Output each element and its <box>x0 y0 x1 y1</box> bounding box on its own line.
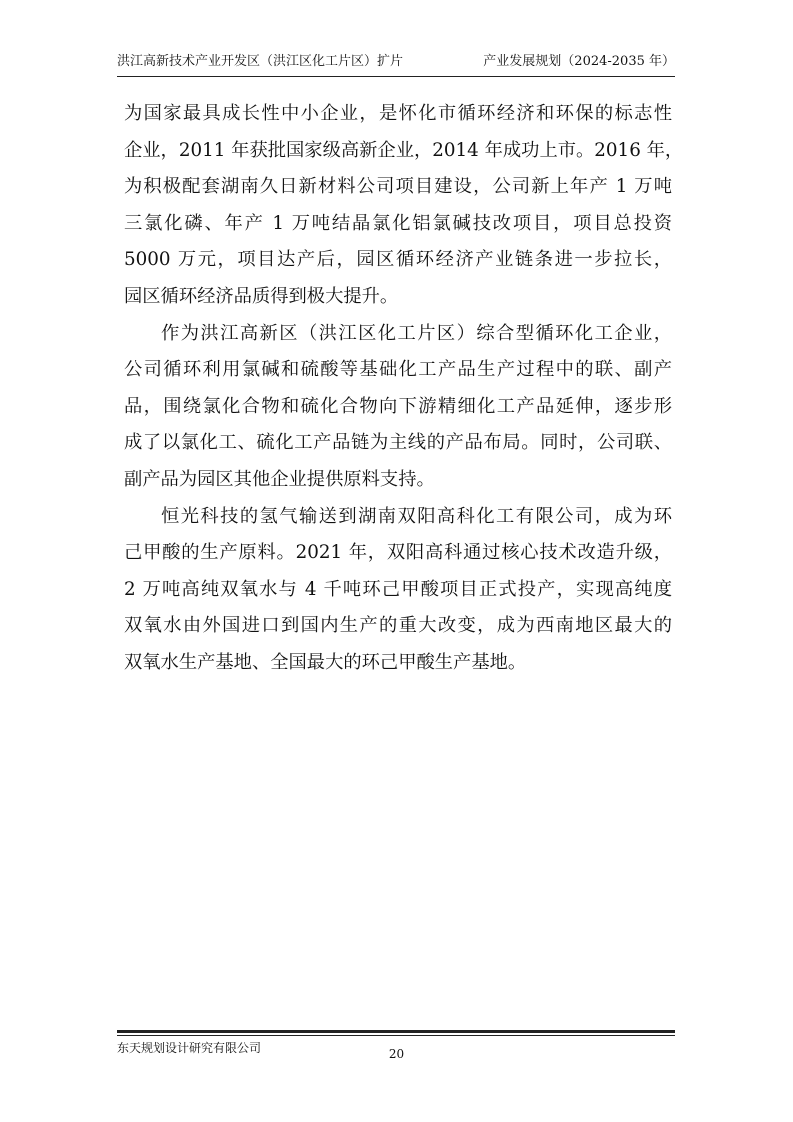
footer-company-name: 东天规划设计研究有限公司 <box>117 1041 262 1055</box>
text-line: 园区循环经济品质得到极大提升。 <box>124 285 399 307</box>
text-line: 5000 万元，项目达产后，园区循环经济产业链条进一步拉长， <box>124 249 672 271</box>
text-line: 双氧水生产基地、全国最大的环己甲酸生产基地。 <box>124 651 527 673</box>
header-plan-period: 产业发展规划（2024-2035 年） <box>483 54 675 69</box>
text-line: 恒光科技的氢气输送到湖南双阳高科化工有限公司，成为环 <box>161 505 672 527</box>
footer-divider-thin <box>117 1035 675 1036</box>
text-line: 为积极配套湖南久日新材料公司项目建设，公司新上年产 1 万吨 <box>124 176 672 198</box>
text-line: 企业，2011 年获批国家级高新企业，2014 年成功上市。2016 年， <box>124 139 684 161</box>
text-line: 成了以氯化工、硫化工产品链为主线的产品布局。同时，公司联、 <box>124 432 672 454</box>
text-line: 三氯化磷、年产 1 万吨结晶氯化铝氯碱技改项目，项目总投资 <box>124 212 672 234</box>
header-document-title: 洪江高新技术产业开发区（洪江区化工片区）扩片 <box>117 54 404 69</box>
paragraph-2 <box>124 316 672 499</box>
running-header <box>117 52 675 74</box>
text-line: 作为洪江高新区（洪江区化工片区）综合型循环化工企业， <box>161 322 672 344</box>
text-line: 双氧水由外国进口到国内生产的重大改变，成为西南地区最大的 <box>124 615 672 637</box>
page-number: 20 <box>388 1047 405 1061</box>
text-line: 副产品为园区其他企业提供原料支持。 <box>124 468 435 490</box>
text-line: 公司循环利用氯碱和硫酸等基础化工产品生产过程中的联、副产 <box>124 359 672 381</box>
text-line: 为国家最具成长性中小企业，是怀化市循环经济和环保的标志性 <box>124 103 672 124</box>
document-body <box>124 96 684 682</box>
header-divider <box>117 76 675 77</box>
text-line: 2 万吨高纯双氧水与 4 千吨环己甲酸项目正式投产，实现高纯度 <box>124 578 672 600</box>
paragraph-1 <box>124 96 684 316</box>
paragraph-3 <box>124 499 672 682</box>
text-line: 品，围绕氯化合物和硫化合物向下游精细化工产品延伸，逐步形 <box>124 395 672 417</box>
footer-divider-thick <box>117 1030 675 1033</box>
text-line: 己甲酸的生产原料。2021 年，双阳高科通过核心技术改造升级， <box>124 542 672 564</box>
